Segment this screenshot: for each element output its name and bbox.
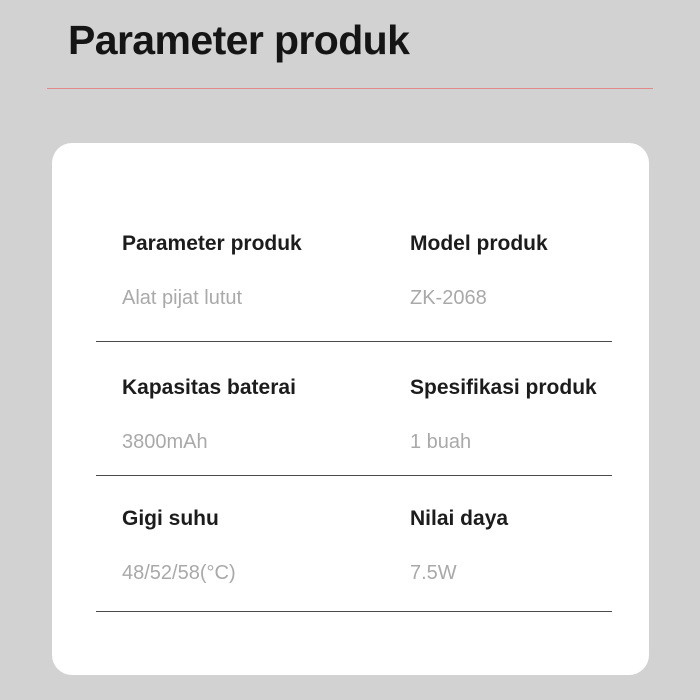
- title-divider: [47, 88, 653, 89]
- row-divider: [96, 475, 612, 476]
- spec-label: Spesifikasi produk: [410, 376, 597, 399]
- spec-cell-product-model: [410, 230, 548, 311]
- row-divider: [96, 341, 612, 342]
- spec-label: Gigi suhu: [122, 507, 219, 530]
- spec-value: 7.5W: [410, 562, 457, 584]
- spec-value: Alat pijat lutut: [122, 287, 243, 309]
- spec-cell-power-rating: [410, 505, 508, 586]
- spec-label: Kapasitas baterai: [122, 376, 296, 399]
- spec-value: 3800mAh: [122, 431, 208, 453]
- spec-value: 48/52/58(°C): [122, 562, 236, 584]
- spec-value: ZK-2068: [410, 287, 487, 309]
- spec-label: Model produk: [410, 232, 548, 255]
- spec-label: Parameter produk: [122, 232, 302, 255]
- spec-label: Nilai daya: [410, 507, 509, 530]
- spec-cell-battery-capacity: [122, 374, 296, 455]
- spec-cell-product-specification: [410, 374, 597, 455]
- row-divider: [96, 611, 612, 612]
- spec-value: 1 buah: [410, 431, 472, 453]
- spec-cell-temperature-levels: [122, 505, 236, 586]
- spec-card: [52, 143, 649, 675]
- page-title: Parameter produk: [68, 17, 410, 63]
- spec-cell-product-parameter: [122, 230, 302, 311]
